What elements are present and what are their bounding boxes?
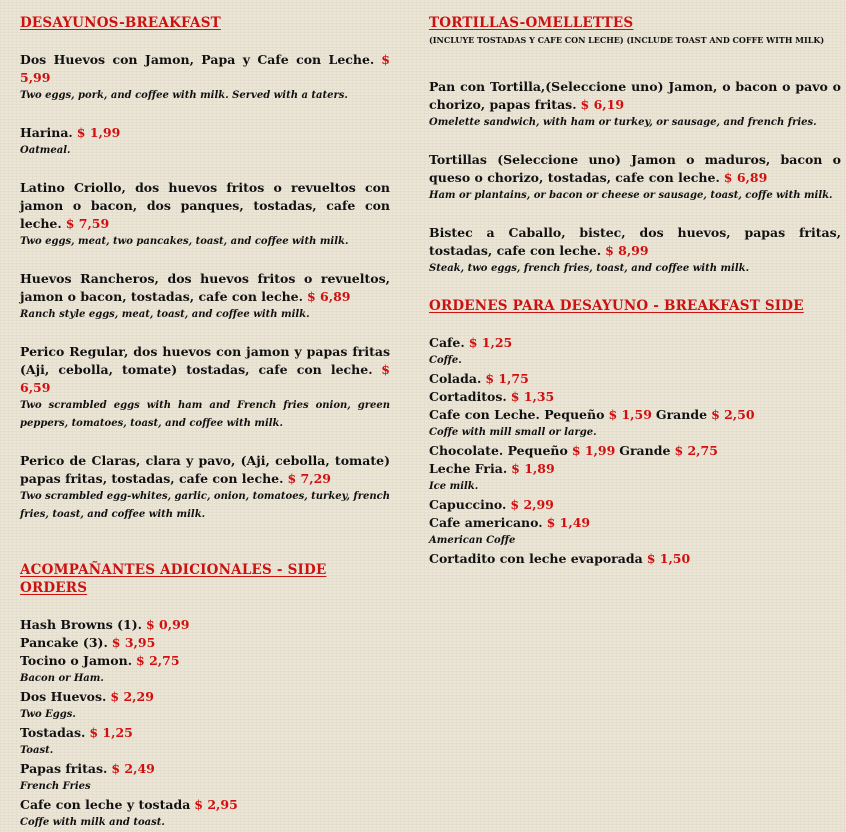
item-price: $ 2,95 <box>194 797 238 812</box>
item-price: $ 7,59 <box>65 216 110 231</box>
item-description: American Coffe <box>429 535 516 546</box>
bside-item-leche-fria <box>429 460 841 496</box>
item-name: Huevos Rancheros, dos huevos fritos o revueltos, jamon o bacon, tostadas, cafe con leche. <box>20 271 390 304</box>
item-price: $ 3,95 <box>111 635 156 650</box>
item-name: Cafe con leche y tostada <box>20 797 191 812</box>
item-price: $ 2,99 <box>510 497 554 512</box>
item-description: Two Eggs. <box>20 709 76 720</box>
menu-item-harina <box>20 124 390 160</box>
bside-item-cafe-con-leche <box>429 406 841 442</box>
item-description: Coffe with mill small or large. <box>429 427 597 438</box>
menu-item-bistec-caballo <box>429 224 841 278</box>
breakfast-side-list <box>429 334 841 568</box>
item-name-secondary: Grande <box>655 407 708 422</box>
menu-item-huevos-rancheros <box>20 270 390 324</box>
menu-item-tortillas <box>429 151 841 205</box>
item-name: Colada. <box>429 371 482 386</box>
item-name: Tortillas (Seleccione uno) Jamon o maduros, bacon o queso o chorizo, tostadas, cafe con leche. <box>429 152 841 185</box>
spacer <box>429 46 841 78</box>
item-price: $ 2,75 <box>136 653 180 668</box>
menu-item-perico-regular <box>20 343 390 433</box>
spacer <box>20 251 390 270</box>
item-description: Oatmeal. <box>20 145 71 156</box>
item-price: $ 6,19 <box>580 97 625 112</box>
item-description: Bacon or Ham. <box>20 673 104 684</box>
sides-section-title: ACOMPAÑANTES ADICIONALES - SIDE ORDERS <box>20 562 327 596</box>
menu-item-pan-tortilla <box>429 78 841 132</box>
item-price: $ 1,89 <box>511 461 555 476</box>
item-price: $ 7,29 <box>287 471 331 486</box>
side-item-tocino <box>20 652 390 688</box>
item-description: Omelette sandwich, with ham or turkey, or sausage, and french fries. <box>429 117 817 128</box>
item-price: $ 1,99 <box>571 443 616 458</box>
item-name: Perico de Claras, clara y pavo, (Aji, cebolla, tomate) papas fritas, tostadas, cafe con leche. <box>20 453 390 486</box>
item-name: Harina. <box>20 125 73 140</box>
item-price: $ 1,25 <box>89 725 133 740</box>
side-item-pancake <box>20 634 390 652</box>
side-item-hash-browns <box>20 616 390 634</box>
item-name: Cafe. <box>429 335 465 350</box>
omelettes-section-note: (INCLUYE TOSTADAS Y CAFE CON LECHE) (INCLUDE TOAST AND COFFE WITH MILK) <box>429 35 825 45</box>
menu-item-perico-claras <box>20 452 390 524</box>
spacer <box>429 315 841 334</box>
spacer <box>20 524 390 561</box>
item-price: $ 6,59 <box>20 362 390 395</box>
side-orders-list <box>20 616 390 832</box>
item-name: Leche Fria. <box>429 461 508 476</box>
item-name: Cortadito con leche evaporada <box>429 551 643 566</box>
item-description: Two eggs, pork, and coffee with milk. Served with a taters. <box>20 90 348 101</box>
item-name: Chocolate. Pequeño <box>429 443 568 458</box>
item-price: $ 1,25 <box>468 335 513 350</box>
spacer <box>429 132 841 151</box>
item-name-secondary: Grande <box>619 443 671 458</box>
spacer <box>429 278 841 297</box>
item-price: $ 1,59 <box>608 407 652 422</box>
item-name: Perico Regular, dos huevos con jamon y papas fritas (Aji, cebolla, tomate) tostadas, cafe con leche. <box>20 344 390 377</box>
item-description: Toast. <box>20 745 54 756</box>
item-price: $ 8,99 <box>605 243 649 258</box>
item-name: Pan con Tortilla,(Seleccione uno) Jamon, o bacon o pavo o chorizo, papas fritas. <box>429 79 841 112</box>
item-price: $ 1,49 <box>546 515 591 530</box>
item-name: Tostadas. <box>20 725 86 740</box>
item-description: French Fries <box>20 781 91 792</box>
bside-item-cortadito-evaporada <box>429 550 841 568</box>
spacer <box>20 433 390 452</box>
item-name: Cortaditos. <box>429 389 507 404</box>
bside-item-cafe-americano <box>429 514 841 550</box>
item-price: $ 1,50 <box>646 551 691 566</box>
item-name: Capuccino. <box>429 497 507 512</box>
item-name: Pancake (3). <box>20 635 108 650</box>
spacer <box>429 205 841 224</box>
item-name: Latino Criollo, dos huevos fritos o revueltos con jamon o bacon, dos panques, tostadas, cafe con leche. <box>20 180 390 231</box>
item-price: $ 5,99 <box>20 52 390 85</box>
item-description: Two eggs, meat, two pancakes, toast, and coffee with milk. <box>20 236 349 247</box>
left-column <box>20 14 390 832</box>
spacer <box>20 105 390 124</box>
side-item-papas-fritas <box>20 760 390 796</box>
spacer <box>20 324 390 343</box>
item-price: $ 0,99 <box>145 617 190 632</box>
item-description: Steak, two eggs, french fries, toast, and coffee with milk. <box>429 263 750 274</box>
item-description: Ranch style eggs, meat, toast, and coffee with milk. <box>20 309 310 320</box>
breakfast-section-title: DESAYUNOS-BREAKFAST <box>20 15 221 31</box>
item-description: Ice milk. <box>429 481 479 492</box>
item-name: Cafe con Leche. Pequeño <box>429 407 605 422</box>
item-description: Coffe. <box>429 355 462 366</box>
bside-item-chocolate <box>429 442 841 460</box>
item-description: Two scrambled eggs with ham and French fries onion, green peppers, tomatoes, toast, and coffee with milk. <box>20 400 390 429</box>
bside-item-colada <box>429 370 841 388</box>
bside-item-cortaditos <box>429 388 841 406</box>
item-name: Dos Huevos con Jamon, Papa y Cafe con Leche. <box>20 52 375 67</box>
omelettes-section-title: TORTILLAS-OMELLETTES <box>429 15 634 31</box>
spacer <box>20 32 390 51</box>
item-price: $ 2,29 <box>110 689 154 704</box>
bside-item-cafe <box>429 334 841 370</box>
item-price: $ 6,89 <box>306 289 351 304</box>
menu-item-dos-huevos <box>20 51 390 105</box>
item-price: $ 2,49 <box>111 761 155 776</box>
side-item-tostadas <box>20 724 390 760</box>
item-name: Tocino o Jamon. <box>20 653 133 668</box>
breakfast-side-section-title: ORDENES PARA DESAYUNO - BREAKFAST SIDE <box>429 298 804 314</box>
item-name: Dos Huevos. <box>20 689 107 704</box>
side-item-dos-huevos <box>20 688 390 724</box>
item-description: Ham or plantains, or bacon or cheese or sausage, toast, coffe with milk. <box>429 190 833 201</box>
right-column <box>429 14 841 568</box>
side-item-cafe-tostada <box>20 796 390 832</box>
item-name: Bistec a Caballo, bistec, dos huevos, papas fritas, tostadas, cafe con leche. <box>429 225 841 258</box>
item-name: Hash Browns (1). <box>20 617 142 632</box>
bside-item-capuccino <box>429 496 841 514</box>
item-price: $ 1,99 <box>76 125 121 140</box>
item-price: $ 1,35 <box>510 389 555 404</box>
menu-item-latino-criollo <box>20 179 390 251</box>
spacer <box>20 160 390 179</box>
item-name: Cafe americano. <box>429 515 543 530</box>
item-price-secondary: $ 2,50 <box>711 407 755 422</box>
item-description: Two scrambled egg-whites, garlic, onion, tomatoes, turkey, french fries, toast, and coffee with milk. <box>20 491 390 520</box>
item-description: Coffe with milk and toast. <box>20 817 165 828</box>
spacer <box>20 597 390 616</box>
item-price-secondary: $ 2,75 <box>674 443 718 458</box>
item-price: $ 1,75 <box>485 371 529 386</box>
item-name: Papas fritas. <box>20 761 108 776</box>
item-price: $ 6,89 <box>723 170 768 185</box>
